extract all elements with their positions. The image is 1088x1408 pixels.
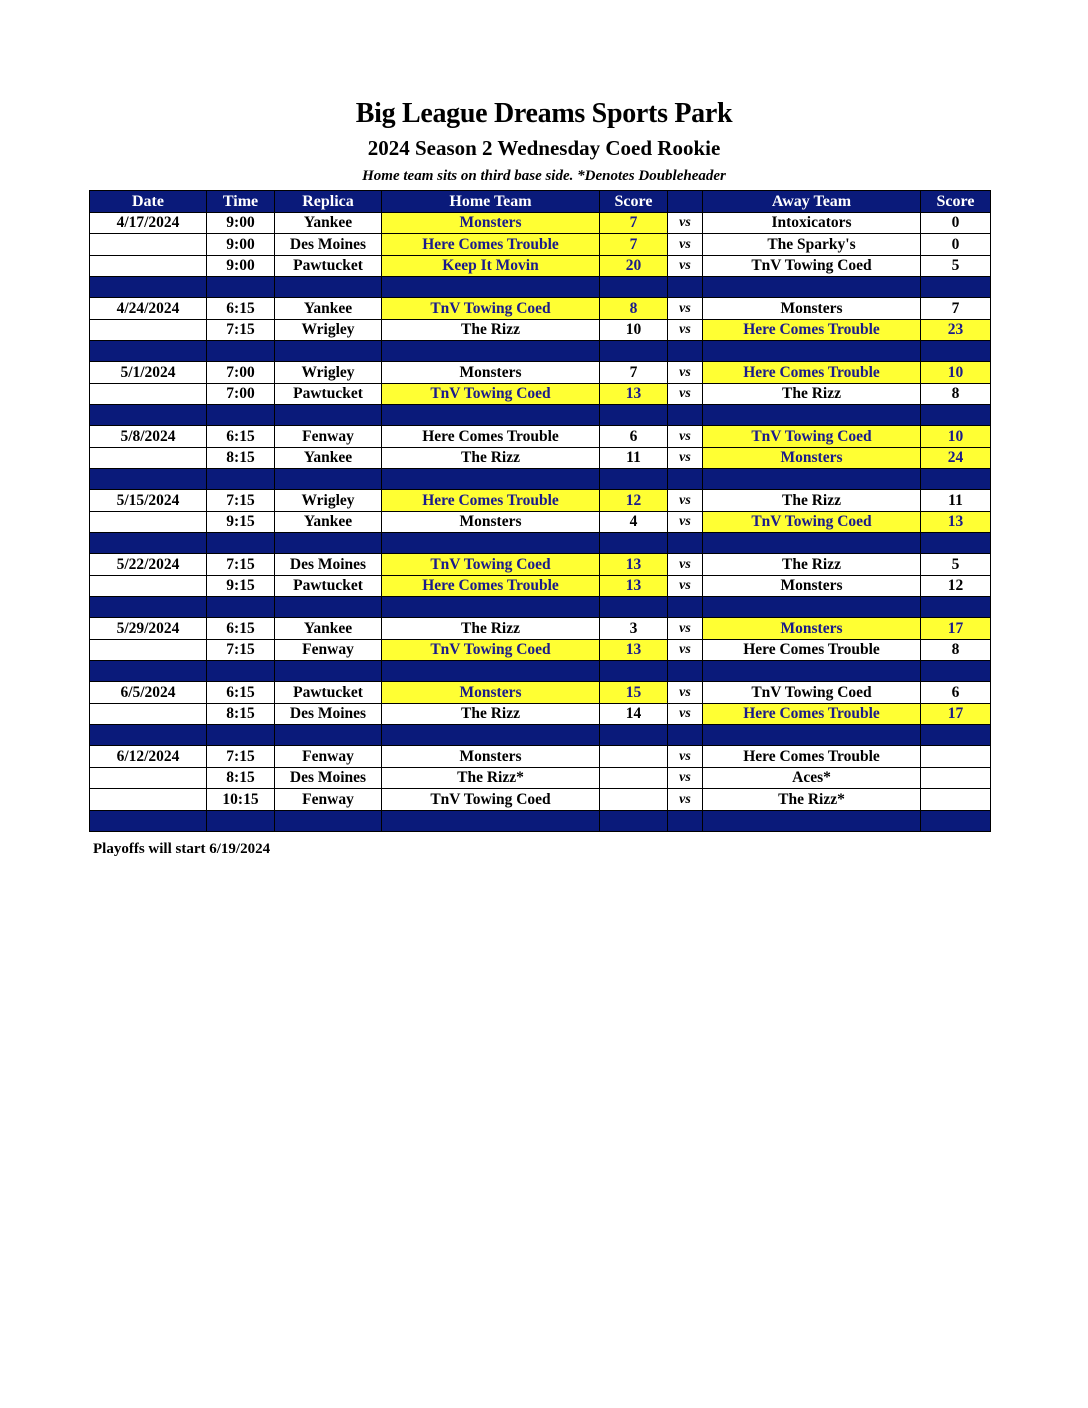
away-team: Monsters [703,575,921,597]
separator-cell [207,661,275,682]
game-date: 5/1/2024 [90,362,207,384]
vs-label: vs [668,426,703,448]
week-separator [90,277,991,298]
game-row [90,212,991,234]
game-time: 10:15 [207,789,275,811]
separator-cell [668,810,703,831]
away-team: TnV Towing Coed [703,426,921,448]
away-team: Monsters [703,298,921,320]
separator-cell [703,341,921,362]
game-time: 6:15 [207,426,275,448]
vs-label: vs [668,298,703,320]
game-time: 7:15 [207,554,275,576]
away-score [921,746,991,768]
away-team: Here Comes Trouble [703,362,921,384]
game-field: Fenway [275,639,382,661]
separator-cell [600,661,668,682]
game-field: Yankee [275,511,382,533]
game-time: 7:00 [207,362,275,384]
separator-cell [207,405,275,426]
separator-cell [275,405,382,426]
separator-cell [600,469,668,490]
separator-cell [668,597,703,618]
game-date: 5/29/2024 [90,618,207,640]
vs-label: vs [668,767,703,789]
separator-cell [921,597,991,618]
home-team: The Rizz [382,618,600,640]
home-score: 13 [600,383,668,405]
away-score [921,767,991,789]
col-vs [668,191,703,213]
separator-cell [382,725,600,746]
game-date [90,575,207,597]
away-score: 0 [921,234,991,256]
game-field: Des Moines [275,703,382,725]
game-time: 6:15 [207,618,275,640]
home-score: 13 [600,575,668,597]
separator-cell [668,405,703,426]
vs-label: vs [668,554,703,576]
game-row [90,426,991,448]
game-row [90,383,991,405]
game-date: 6/5/2024 [90,682,207,704]
separator-cell [921,341,991,362]
game-date: 5/22/2024 [90,554,207,576]
away-team: The Rizz [703,490,921,512]
away-score: 24 [921,447,991,469]
separator-cell [600,810,668,831]
away-team: Aces* [703,767,921,789]
vs-label: vs [668,490,703,512]
game-time: 6:15 [207,298,275,320]
col-home-score: Score [600,191,668,213]
separator-cell [921,725,991,746]
home-team: TnV Towing Coed [382,383,600,405]
col-home-team: Home Team [382,191,600,213]
game-row [90,490,991,512]
separator-cell [600,341,668,362]
separator-cell [382,533,600,554]
home-team: Here Comes Trouble [382,426,600,448]
playoffs-note: Playoffs will start 6/19/2024 [93,841,271,857]
game-field: Yankee [275,298,382,320]
game-row [90,789,991,811]
game-row [90,703,991,725]
game-row [90,554,991,576]
vs-label: vs [668,383,703,405]
away-score: 13 [921,511,991,533]
separator-cell [921,277,991,298]
game-row [90,255,991,277]
away-team: Monsters [703,618,921,640]
separator-cell [207,341,275,362]
game-date [90,767,207,789]
game-field: Yankee [275,618,382,640]
home-team: Monsters [382,682,600,704]
game-time: 7:15 [207,746,275,768]
away-team: TnV Towing Coed [703,255,921,277]
game-field: Pawtucket [275,383,382,405]
separator-cell [703,810,921,831]
game-time: 7:15 [207,319,275,341]
home-team: Monsters [382,511,600,533]
vs-label: vs [668,362,703,384]
game-row [90,511,991,533]
away-team: TnV Towing Coed [703,682,921,704]
separator-cell [921,533,991,554]
separator-cell [921,469,991,490]
away-team: Here Comes Trouble [703,746,921,768]
game-date [90,703,207,725]
col-date: Date [90,191,207,213]
week-separator [90,597,991,618]
game-time: 8:15 [207,703,275,725]
game-field: Wrigley [275,319,382,341]
separator-cell [90,597,207,618]
game-time: 9:15 [207,511,275,533]
game-field: Wrigley [275,362,382,384]
away-team: The Rizz [703,554,921,576]
vs-label: vs [668,746,703,768]
home-score: 13 [600,554,668,576]
game-row [90,447,991,469]
away-score: 10 [921,426,991,448]
game-date [90,319,207,341]
separator-cell [668,341,703,362]
game-field: Des Moines [275,767,382,789]
schedule-body [90,212,991,831]
home-team: The Rizz [382,703,600,725]
away-score: 17 [921,618,991,640]
week-separator [90,405,991,426]
game-time: 9:00 [207,255,275,277]
home-team: TnV Towing Coed [382,639,600,661]
game-row [90,319,991,341]
separator-cell [275,725,382,746]
game-time: 9:00 [207,234,275,256]
week-separator [90,725,991,746]
away-score: 6 [921,682,991,704]
game-field: Pawtucket [275,682,382,704]
separator-cell [382,661,600,682]
away-team: The Sparky's [703,234,921,256]
away-team: Here Comes Trouble [703,703,921,725]
game-date: 5/8/2024 [90,426,207,448]
away-score: 17 [921,703,991,725]
game-row [90,618,991,640]
away-score [921,789,991,811]
home-score: 3 [600,618,668,640]
game-date [90,255,207,277]
separator-cell [600,405,668,426]
away-score: 8 [921,639,991,661]
game-time: 8:15 [207,447,275,469]
separator-cell [90,725,207,746]
home-score: 12 [600,490,668,512]
page-subtitle: 2024 Season 2 Wednesday Coed Rookie [367,136,721,160]
home-score: 14 [600,703,668,725]
home-team: Here Comes Trouble [382,234,600,256]
separator-cell [668,725,703,746]
away-score: 5 [921,255,991,277]
separator-cell [600,533,668,554]
home-team: TnV Towing Coed [382,789,600,811]
vs-label: vs [668,447,703,469]
game-field: Des Moines [275,554,382,576]
game-date [90,789,207,811]
home-score: 10 [600,319,668,341]
home-team: The Rizz [382,447,600,469]
separator-cell [207,725,275,746]
game-field: Fenway [275,746,382,768]
separator-cell [703,725,921,746]
vs-label: vs [668,639,703,661]
game-field: Pawtucket [275,255,382,277]
game-time: 8:15 [207,767,275,789]
away-team: Intoxicators [703,212,921,234]
page-title: Big League Dreams Sports Park [355,98,733,129]
away-score: 23 [921,319,991,341]
away-team: Here Comes Trouble [703,639,921,661]
separator-cell [382,277,600,298]
game-date: 4/17/2024 [90,212,207,234]
game-field: Pawtucket [275,575,382,597]
home-team: The Rizz [382,319,600,341]
game-field: Fenway [275,789,382,811]
separator-cell [600,597,668,618]
game-row [90,298,991,320]
separator-cell [207,533,275,554]
game-date [90,511,207,533]
schedule-note: Home team sits on third base side. *Denotes Doubleheader [362,168,726,184]
separator-cell [275,661,382,682]
home-team: Here Comes Trouble [382,490,600,512]
away-score: 0 [921,212,991,234]
week-separator [90,533,991,554]
game-time: 7:00 [207,383,275,405]
home-team: The Rizz* [382,767,600,789]
away-score: 7 [921,298,991,320]
game-time: 9:00 [207,212,275,234]
game-row [90,234,991,256]
home-score: 15 [600,682,668,704]
separator-cell [382,469,600,490]
col-time: Time [207,191,275,213]
separator-cell [703,469,921,490]
game-field: Yankee [275,447,382,469]
home-score [600,789,668,811]
separator-cell [275,533,382,554]
separator-cell [382,597,600,618]
home-team: Keep It Movin [382,255,600,277]
separator-cell [600,725,668,746]
week-separator [90,810,991,831]
away-team: TnV Towing Coed [703,511,921,533]
home-score: 11 [600,447,668,469]
separator-cell [207,277,275,298]
separator-cell [207,810,275,831]
separator-cell [90,469,207,490]
separator-cell [668,661,703,682]
game-date [90,234,207,256]
separator-cell [703,405,921,426]
vs-label: vs [668,682,703,704]
home-score: 20 [600,255,668,277]
home-score: 7 [600,234,668,256]
vs-label: vs [668,319,703,341]
separator-cell [703,533,921,554]
home-score [600,767,668,789]
game-time: 9:15 [207,575,275,597]
game-time: 6:15 [207,682,275,704]
separator-cell [921,405,991,426]
separator-cell [207,597,275,618]
separator-cell [275,341,382,362]
col-away-score: Score [921,191,991,213]
game-row [90,575,991,597]
separator-cell [668,533,703,554]
away-team: Monsters [703,447,921,469]
away-score: 11 [921,490,991,512]
game-row [90,362,991,384]
separator-cell [703,661,921,682]
game-time: 7:15 [207,639,275,661]
game-field: Wrigley [275,490,382,512]
game-field: Fenway [275,426,382,448]
away-score: 8 [921,383,991,405]
week-separator [90,469,991,490]
separator-cell [703,277,921,298]
separator-cell [90,661,207,682]
game-row [90,682,991,704]
home-team: Monsters [382,746,600,768]
home-score [600,746,668,768]
away-score: 10 [921,362,991,384]
game-field: Des Moines [275,234,382,256]
away-score: 12 [921,575,991,597]
separator-cell [275,277,382,298]
home-score: 6 [600,426,668,448]
separator-cell [90,810,207,831]
game-date [90,383,207,405]
separator-cell [703,597,921,618]
game-field: Yankee [275,212,382,234]
home-team: Monsters [382,362,600,384]
home-team: Monsters [382,212,600,234]
vs-label: vs [668,575,703,597]
vs-label: vs [668,255,703,277]
away-team: The Rizz* [703,789,921,811]
game-date [90,639,207,661]
home-score: 4 [600,511,668,533]
separator-cell [600,277,668,298]
game-time: 7:15 [207,490,275,512]
separator-cell [382,810,600,831]
game-row [90,767,991,789]
separator-cell [90,341,207,362]
separator-cell [382,405,600,426]
separator-cell [668,469,703,490]
game-date: 5/15/2024 [90,490,207,512]
game-date: 6/12/2024 [90,746,207,768]
separator-cell [275,597,382,618]
col-away-team: Away Team [703,191,921,213]
schedule-table [89,190,991,832]
game-row [90,746,991,768]
separator-cell [275,810,382,831]
away-score: 5 [921,554,991,576]
separator-cell [90,533,207,554]
game-row [90,639,991,661]
game-date: 4/24/2024 [90,298,207,320]
separator-cell [668,277,703,298]
separator-cell [90,405,207,426]
vs-label: vs [668,789,703,811]
home-team: Here Comes Trouble [382,575,600,597]
away-team: Here Comes Trouble [703,319,921,341]
separator-cell [90,277,207,298]
separator-cell [921,661,991,682]
vs-label: vs [668,511,703,533]
separator-cell [275,469,382,490]
home-team: TnV Towing Coed [382,554,600,576]
header-row [90,191,991,213]
week-separator [90,341,991,362]
home-score: 7 [600,362,668,384]
separator-cell [207,469,275,490]
home-score: 7 [600,212,668,234]
vs-label: vs [668,212,703,234]
col-replica: Replica [275,191,382,213]
home-team: TnV Towing Coed [382,298,600,320]
vs-label: vs [668,703,703,725]
separator-cell [921,810,991,831]
home-score: 8 [600,298,668,320]
game-date [90,447,207,469]
week-separator [90,661,991,682]
vs-label: vs [668,618,703,640]
home-score: 13 [600,639,668,661]
away-team: The Rizz [703,383,921,405]
vs-label: vs [668,234,703,256]
separator-cell [382,341,600,362]
